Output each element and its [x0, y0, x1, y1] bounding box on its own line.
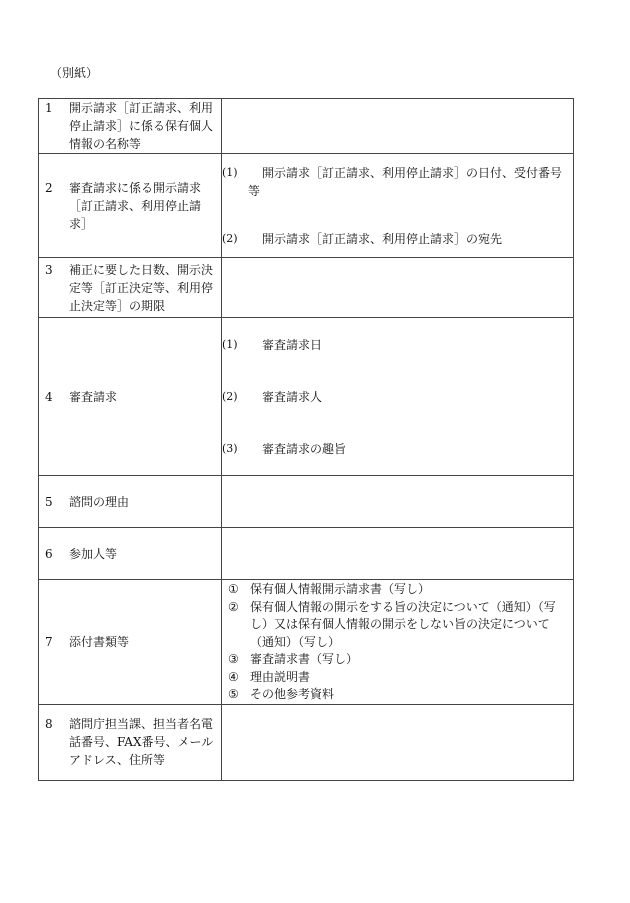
row-label-cell	[39, 580, 222, 705]
row-label: 諮問庁担当課、担当者名電話番号、FAX番号、メールアドレス、住所等	[69, 717, 214, 767]
row-label-cell	[39, 99, 222, 154]
sub-item	[222, 230, 573, 248]
row-number: 1	[45, 101, 53, 115]
sub-item-text: 審査請求の趣旨	[262, 441, 347, 456]
sub-item-number: (2)	[222, 231, 238, 245]
attachment-text: 保有個人情報開示請求書（写し）	[250, 582, 431, 596]
attachment-label: （別紙）	[50, 66, 99, 80]
row-label-cell	[39, 528, 222, 580]
row-label: 開示請求［訂正請求、利用停止請求］に係る保有個人情報の名称等	[69, 101, 214, 151]
table-row	[39, 528, 574, 580]
row-label-cell	[39, 704, 222, 780]
attachment-text: 保有個人情報の開示をする旨の決定について（通知）（写し）又は保有個人情報の開示をしない旨の決定について（通知）（写し）	[250, 599, 556, 649]
sub-item-text: 開示請求［訂正請求、利用停止請求］の宛先	[262, 231, 503, 246]
table-row	[39, 318, 574, 476]
row-value-cell	[222, 528, 574, 580]
attachment-number: ③	[228, 652, 239, 666]
row-number: 4	[45, 389, 53, 404]
attachment-item	[228, 669, 573, 687]
sub-item	[222, 440, 573, 458]
sub-item-number: (1)	[222, 337, 238, 351]
table-row	[39, 99, 574, 154]
sub-item	[222, 336, 573, 354]
table-row	[39, 154, 574, 258]
attachment-text: 理由説明書	[250, 669, 311, 684]
row-label-cell	[39, 154, 222, 258]
row-number: 2	[45, 180, 53, 195]
sub-item	[222, 164, 573, 200]
row-value-cell	[222, 476, 574, 528]
row-value-cell	[222, 154, 574, 258]
sub-item-text: 審査請求人	[262, 389, 323, 404]
attachment-number: ⑤	[228, 687, 239, 701]
row-label: 諮問の理由	[69, 494, 130, 509]
row-label-cell	[39, 476, 222, 528]
attachment-text: 審査請求書（写し）	[250, 652, 359, 666]
row-number: 3	[45, 262, 53, 277]
attachment-item	[228, 599, 573, 652]
table-row	[39, 258, 574, 318]
sub-item-number: (1)	[222, 165, 238, 179]
attachment-item	[228, 651, 573, 669]
sub-item-text: 審査請求日	[262, 337, 323, 352]
row-label: 審査請求	[69, 389, 118, 404]
row-value-cell	[222, 704, 574, 780]
form-table	[38, 98, 574, 781]
table-row	[39, 580, 574, 705]
row-label-cell	[39, 258, 222, 318]
row-label: 審査請求に係る開示請求［訂正請求、利用停止請求］	[69, 180, 202, 231]
row-number: 5	[45, 494, 53, 509]
sub-item	[222, 388, 573, 406]
row-value-cell	[222, 580, 574, 705]
sub-item-number: (3)	[222, 441, 238, 455]
attachment-number: ④	[228, 669, 239, 684]
row-value-cell	[222, 318, 574, 476]
sub-item-text: 開示請求［訂正請求、利用停止請求］の日付、受付番号等	[248, 165, 563, 198]
row-number: 7	[45, 634, 53, 649]
row-label-cell	[39, 318, 222, 476]
row-label: 添付書類等	[69, 634, 130, 649]
row-number: 8	[45, 717, 53, 731]
row-value-cell	[222, 258, 574, 318]
attachment-number: ①	[228, 582, 239, 596]
row-label: 参加人等	[69, 546, 118, 561]
table-row	[39, 476, 574, 528]
sub-item-number: (2)	[222, 389, 238, 403]
row-value-cell	[222, 99, 574, 154]
attachment-text: その他参考資料	[250, 687, 335, 701]
row-number: 6	[45, 546, 53, 561]
table-row	[39, 704, 574, 780]
attachment-item	[228, 686, 573, 704]
attachment-item	[228, 581, 573, 599]
attachment-number: ②	[228, 599, 239, 614]
row-label: 補正に要した日数、開示決定等［訂正決定等、利用停止決定等］の期限	[69, 262, 214, 313]
